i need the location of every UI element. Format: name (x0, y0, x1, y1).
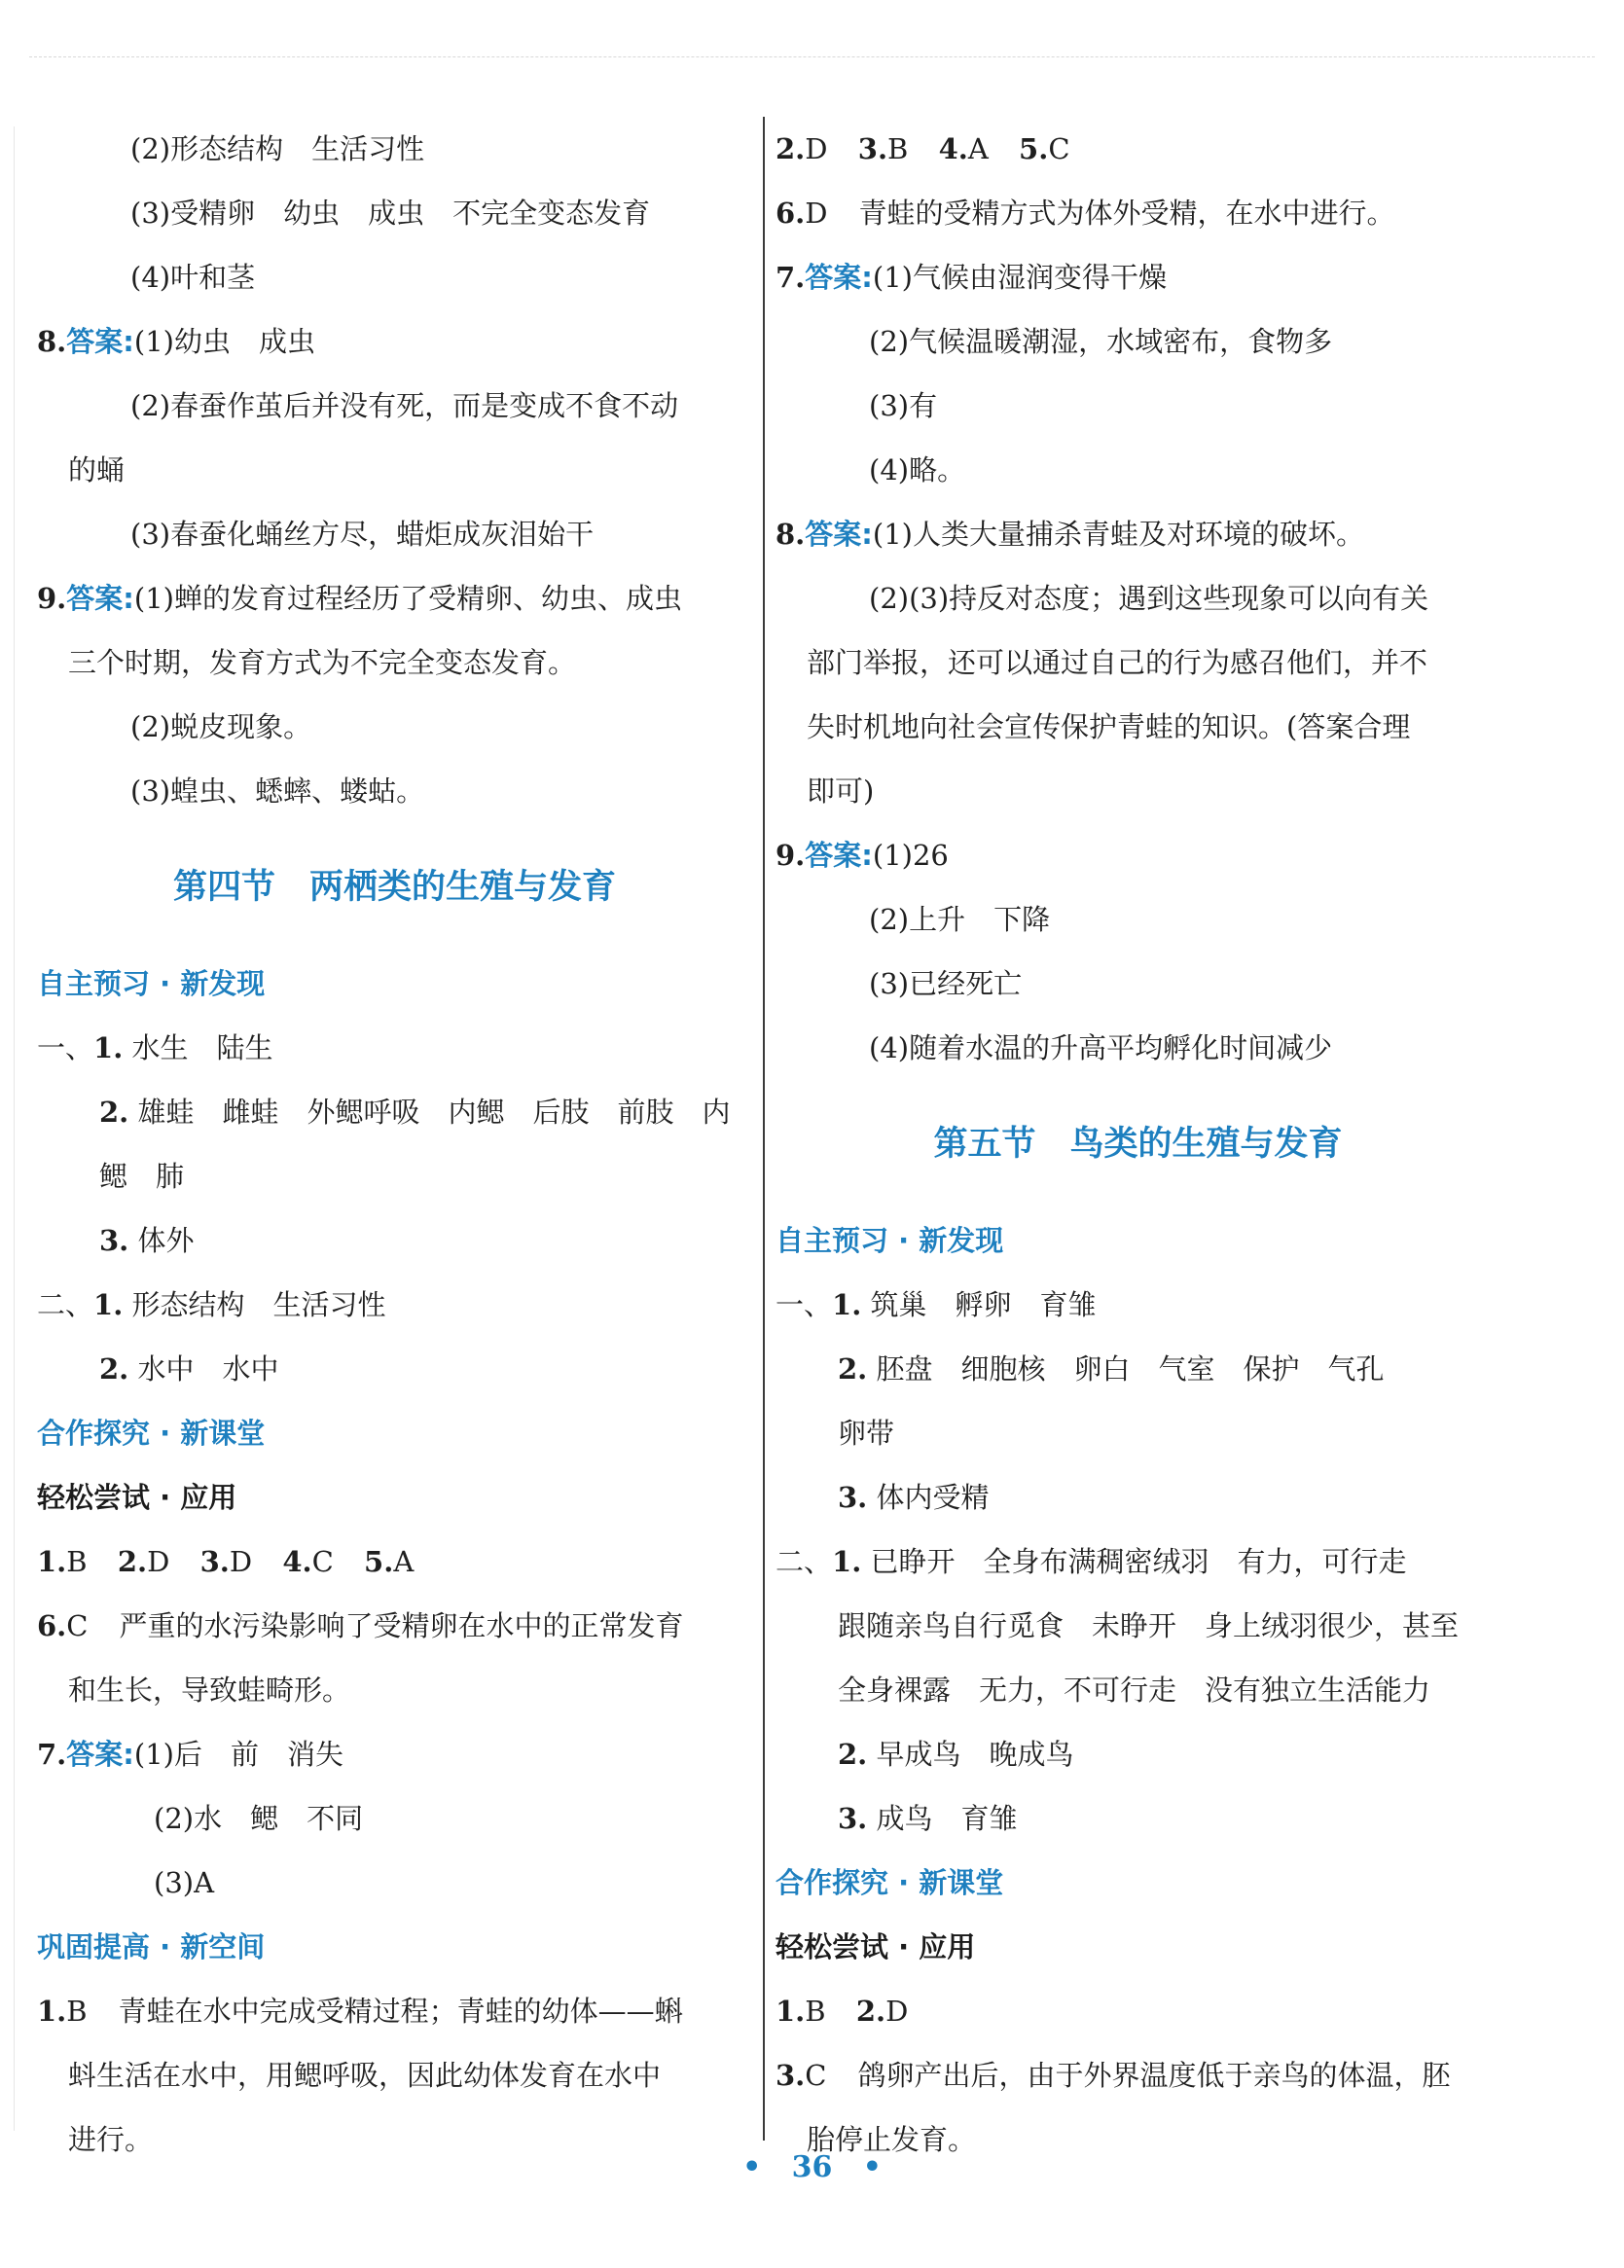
choice-answer: C (311, 1545, 334, 1578)
page-number-value: 36 (791, 2150, 833, 2184)
answer-line: (3)A (154, 1866, 215, 1899)
item-number: 2. (855, 1995, 886, 2028)
item-number: 3. (838, 1481, 868, 1514)
item-text: 体外 (137, 1224, 195, 1257)
answer-line: (2)气候温暖潮湿，水域密布，食物多 (869, 325, 1333, 358)
mc-answers-row (776, 1979, 1500, 2043)
subsection-cooperate: 合作探究 · 新课堂 (37, 1417, 266, 1450)
item-line (37, 1337, 752, 1401)
choice-answer: C (66, 1609, 89, 1642)
choice-answer: A (393, 1545, 415, 1578)
subsection-preview: 自主预习 · 新发现 (37, 967, 266, 1000)
item-number: 1. (93, 1288, 124, 1321)
explanation: 青蛙的受精方式为体外受精，在水中进行。 (858, 197, 1395, 230)
question-number: 9. (37, 582, 67, 615)
question-8 (776, 502, 1500, 566)
choice-answer: D (805, 197, 828, 230)
item-line (37, 1208, 752, 1273)
question-number: 3. (776, 2059, 806, 2092)
item-line (776, 1465, 1500, 1530)
answer-line: (2)上升 下降 (869, 903, 1051, 936)
item-text: 筑巢 孵卵 育雏 (870, 1288, 1097, 1321)
item-number: 1. (832, 1545, 862, 1578)
item-line (776, 1337, 1500, 1401)
item-text: 形态结构 生活习性 (131, 1288, 386, 1321)
item-number: 2. (99, 1096, 129, 1129)
page-number (0, 2150, 1624, 2184)
choice-answer: B (66, 1995, 88, 2028)
choice-answer: A (967, 132, 989, 165)
item-number: 2. (99, 1352, 129, 1386)
answer-line: (2)形态结构 生活习性 (130, 132, 425, 165)
answer-line: 失时机地向社会宣传保护青蛙的知识。(答案合理 (807, 710, 1411, 743)
item-number: 4. (282, 1545, 312, 1578)
explanation: 青蛙在水中完成受精过程；青蛙的幼体——蝌 (118, 1995, 683, 2028)
item-text: 水生 陆生 (131, 1031, 273, 1064)
answer-line: 部门举报，还可以通过自己的行为感召他们，并不 (807, 646, 1428, 679)
item-text: 雄蛙 雌蛙 外鳃呼吸 内鳃 后肢 前肢 内 (137, 1096, 731, 1129)
question-7 (776, 245, 1500, 309)
choice-answer: B (805, 1995, 826, 2028)
explanation-line: 进行。 (68, 2123, 154, 2156)
item-text: 早成鸟 晚成鸟 (876, 1738, 1074, 1771)
item-text: 胚盘 细胞核 卵白 气室 保护 气孔 (876, 1352, 1385, 1386)
question-number: 8. (37, 325, 67, 358)
page-bullet: • (862, 2150, 882, 2184)
part-label: 一、 (776, 1288, 833, 1321)
subsection-easy-try: 轻松尝试 · 应用 (37, 1481, 237, 1514)
consolidate-q1 (37, 1979, 752, 2043)
item-number: 1. (93, 1031, 124, 1064)
answer-line: 的蛹 (68, 453, 126, 486)
explanation: 严重的水污染影响了受精卵在水中的正常发育 (119, 1609, 684, 1642)
part-label: 二、 (37, 1288, 94, 1321)
answer-line: (3)受精卵 幼虫 成虫 不完全变态发育 (130, 197, 651, 230)
item-line: 跟随亲鸟自行觅食 未睁开 身上绒羽很少，甚至 (838, 1609, 1460, 1642)
choice-answer: C (1048, 132, 1070, 165)
item-text: 水中 水中 (137, 1352, 279, 1386)
column-divider (763, 117, 765, 2141)
subsection-preview: 自主预习 · 新发现 (776, 1224, 1004, 1257)
right-column (776, 117, 1500, 2172)
item-number: 1. (37, 1545, 67, 1578)
question-number: 6. (776, 197, 806, 230)
item-number: 5. (1019, 132, 1049, 165)
answer-line: (2)春蚕作茧后并没有死，而是变成不食不动 (130, 389, 679, 422)
answer-line: (2)(3)持反对态度；遇到这些现象可以向有关 (869, 582, 1429, 615)
question-6 (37, 1594, 752, 1658)
answer-line: (3)蝗虫、蟋蟀、蝼蛄。 (130, 774, 425, 808)
choice-answer: D (147, 1545, 170, 1578)
item-text: 已睁开 全身布满稠密绒羽 有力，可行走 (870, 1545, 1407, 1578)
answer-line: (3)春蚕化蛹丝方尽，蜡炬成灰泪始干 (130, 518, 595, 551)
item-number: 3. (857, 132, 888, 165)
answer-text: (1)26 (872, 839, 949, 872)
left-page-edge (14, 126, 15, 2131)
answer-label: 答案: (66, 1738, 134, 1771)
part-label: 二、 (776, 1545, 833, 1578)
answer-label: 答案: (805, 839, 873, 872)
answer-label: 答案: (805, 261, 873, 294)
question-3 (776, 2043, 1500, 2107)
question-number: 7. (37, 1738, 67, 1771)
mc-answers-row (37, 1530, 752, 1594)
choice-answer: D (805, 132, 828, 165)
answer-line: (4)叶和茎 (130, 261, 256, 294)
item-number: 1. (832, 1288, 862, 1321)
item-number: 1. (776, 1995, 806, 2028)
item-number: 2. (776, 132, 806, 165)
answer-line: 即可) (807, 774, 875, 808)
item-text: 体内受精 (876, 1481, 990, 1514)
question-number: 7. (776, 261, 806, 294)
question-7 (37, 1722, 752, 1786)
subsection-easy-try: 轻松尝试 · 应用 (776, 1930, 976, 1963)
question-8 (37, 309, 752, 374)
choice-answer: B (887, 132, 909, 165)
answer-label: 答案: (805, 518, 873, 551)
question-9 (776, 823, 1500, 887)
answer-line: 三个时期，发育方式为不完全变态发育。 (68, 646, 577, 679)
answer-label: 答案: (66, 325, 134, 358)
item-number: 3. (199, 1545, 230, 1578)
answer-line: (3)已经死亡 (869, 967, 1023, 1000)
part-label: 一、 (37, 1031, 94, 1064)
answer-text: (1)气候由湿润变得干燥 (872, 261, 1167, 294)
item-line: 全身裸露 无力，不可行走 没有独立生活能力 (838, 1674, 1431, 1707)
item-text: 成鸟 育雏 (876, 1802, 1018, 1835)
explanation: 鸽卵产出后，由于外界温度低于亲鸟的体温，胚 (857, 2059, 1451, 2092)
item-number: 3. (99, 1224, 129, 1257)
subsection-cooperate: 合作探究 · 新课堂 (776, 1866, 1004, 1899)
answer-line: (2)水 鳃 不同 (154, 1802, 364, 1835)
answer-line: (2)蜕皮现象。 (130, 710, 312, 743)
question-number: 1. (37, 1995, 67, 2028)
item-number: 2. (117, 1545, 148, 1578)
item-line: 鳃 肺 (99, 1160, 185, 1193)
left-column (37, 117, 752, 2172)
item-line (776, 1722, 1500, 1786)
answer-text: (1)人类大量捕杀青蛙及对环境的破坏。 (872, 518, 1364, 551)
answer-text: (1)幼虫 成虫 (133, 325, 315, 358)
top-rule (29, 56, 1595, 58)
subsection-consolidate: 巩固提高 · 新空间 (37, 1930, 266, 1963)
item-line: 卵带 (838, 1417, 895, 1450)
explanation-line: 蚪生活在水中，用鳃呼吸，因此幼体发育在水中 (68, 2059, 662, 2092)
question-6 (776, 181, 1500, 245)
choice-answer: B (66, 1545, 88, 1578)
item-number: 5. (364, 1545, 394, 1578)
explanation-line: 和生长，导致蛙畸形。 (68, 1674, 351, 1707)
choice-answer: C (805, 2059, 827, 2092)
item-line (37, 1080, 752, 1144)
part-two-line (37, 1273, 752, 1337)
page-bullet: • (742, 2150, 762, 2184)
question-number: 8. (776, 518, 806, 551)
question-9 (37, 566, 752, 630)
item-line (776, 1786, 1500, 1851)
item-number: 4. (938, 132, 968, 165)
question-number: 9. (776, 839, 806, 872)
answer-label: 答案: (66, 582, 134, 615)
section-heading: 第五节 鸟类的生殖与发育 (933, 1125, 1343, 1164)
choice-answer: D (885, 1995, 909, 2028)
explanation-line: 胎停止发育。 (807, 2123, 977, 2156)
answer-text: (1)蝉的发育过程经历了受精卵、幼虫、成虫 (133, 582, 682, 615)
answer-text: (1)后 前 消失 (133, 1738, 343, 1771)
item-number: 3. (838, 1802, 868, 1835)
answer-line: (3)有 (869, 389, 938, 422)
part-two-line (776, 1530, 1500, 1594)
choice-answer: D (229, 1545, 253, 1578)
answer-line: (4)略。 (869, 453, 966, 486)
mc-answers-row (776, 117, 1500, 181)
part-one-line (37, 1016, 752, 1080)
section-heading: 第四节 两栖类的生殖与发育 (172, 868, 616, 907)
item-number: 2. (838, 1738, 868, 1771)
answer-line: (4)随着水温的升高平均孵化时间减少 (869, 1031, 1333, 1064)
question-number: 6. (37, 1609, 67, 1642)
part-one-line (776, 1273, 1500, 1337)
item-number: 2. (838, 1352, 868, 1386)
